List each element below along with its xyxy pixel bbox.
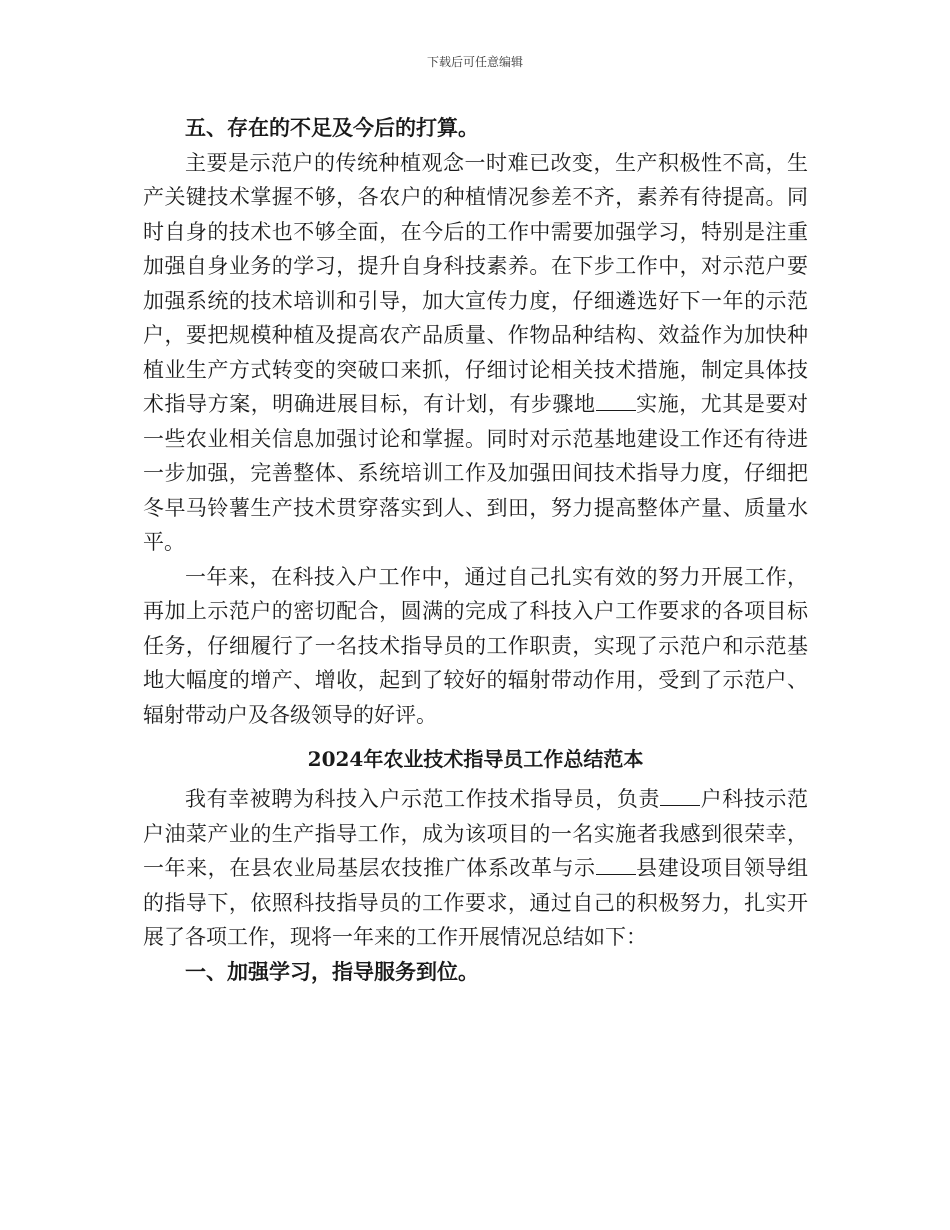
document-title: 2024年农业技术指导员工作总结范本 [307, 747, 644, 771]
paragraph-intro [143, 782, 808, 955]
paragraph-summary: 一年来，在科技入户工作中，通过自己扎实有效的努力开展工作，再加上示范户的密切配合，圆满的完成了科技入户工作要求的各项目标任务，仔细履行了一名技术指导员的工作职责，实现了示范户和示范基地大幅度的增产、增收，起到了较好的辐射带动作用，受到了示范户、辐射带动户及各级领导的好评。 [143, 564, 808, 727]
paragraph-text: 实施，尤其是要对一些农业相关信息加强讨论和掌握。同时对示范基地建设工作还有待进一步加强，完善整体、系统培训工作及加强田间技术指导力度，仔细把冬早马铃薯生产技术贯穿落实到人、到田，努力提高整体产量、质量水平。 [143, 392, 809, 554]
paragraph-text: 户科技示范户油菜产业的生产指导工作，成为该项目的一名实施者我感到很荣幸，一年来，在县农业局基层农技推广体系改革与示 [143, 787, 809, 880]
section-heading-5: 五、存在的不足及今后的打算。 [185, 115, 479, 140]
paragraph-shortcomings [143, 146, 808, 560]
document-body [143, 111, 808, 989]
paragraph-text: 我有幸被聘为科技入户示范工作技术指导员，负责 [185, 787, 661, 811]
paragraph-text: 县建设项目领导组的指导下，依照科技指导员的工作要求，通过自己的积极努力，扎实开展了各项工作，现将一年来的工作开展情况总结如下： [143, 856, 809, 949]
page-header: 下载后可任意编辑 [426, 55, 523, 69]
paragraph-text: 主要是示范户的传统种植观念一时难已改变，生产积极性不高，生产关键技术掌握不够，各农户的种植情况参差不齐，素养有待提高。同时自身的技术也不够全面，在今后的工作中需要加强学习，特别是注重加强自身业务的学习，提升自身科技素养。在下步工作中，对示范户要加强系统的技术培训和引导，加大宣传力度，仔细遴选好下一年的示范户，要把规模种植及提高农产品质量、作物品种结构、效益作为加快种植业生产方式转变的突破口来抓，仔细讨论相关技术措施，制定具体技术指导方案，明确进展目标，有计划，有步骤地 [143, 150, 808, 416]
section-heading-1: 一、加强学习，指导服务到位。 [185, 958, 479, 984]
blank-underline [660, 784, 700, 806]
blank-underline [596, 853, 636, 875]
blank-underline [596, 389, 636, 411]
